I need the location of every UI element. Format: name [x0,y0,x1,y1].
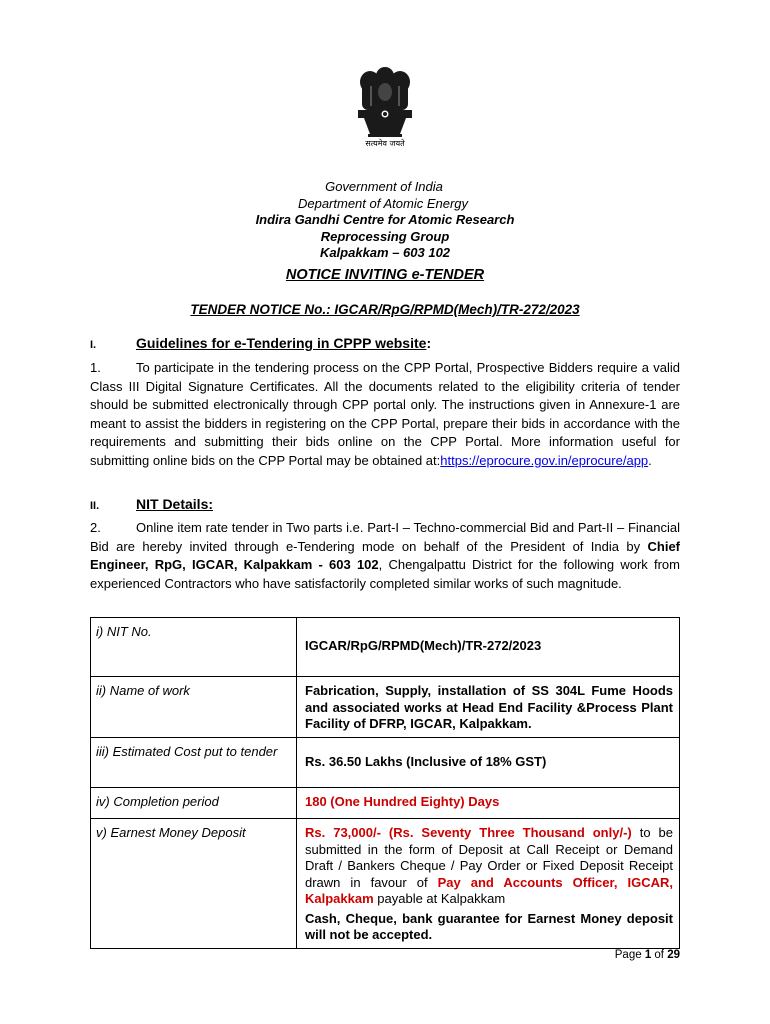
emd-amount: Rs. 73,000/- (Rs. Seventy Three Thousand only/-) [305,825,632,840]
paragraph-1-number: 1. [90,360,101,375]
section-2-heading [90,496,213,512]
emd-note: Cash, Cheque, bank guarantee for Earnest Money deposit will not be accepted. [305,910,673,942]
paragraph-1-end: . [648,452,652,468]
estimated-cost-value: Rs. 36.50 Lakhs (Inclusive of 18% GST) [297,738,680,788]
document-header [0,179,770,262]
completion-period-label: iv) Completion period [91,788,297,819]
table-row [91,618,680,677]
header-department: Department of Atomic Energy [297,195,469,211]
section-2-title: NIT Details: [136,496,214,512]
page-number [600,949,680,961]
tender-notice-number: TENDER NOTICE No.: IGCAR/RpG/RPMD(Mech)/TR-272/2023 [190,302,580,317]
header-government: Government of India [325,179,443,194]
nit-no-label: i) NIT No. [91,618,297,677]
notice-title: NOTICE INVITING e-TENDER [285,267,485,283]
emd-text-end: payable at Kalpakkam [373,891,506,906]
emd-text-start: to be submitted in the form of Deposit at Call Receipt or Demand Draft / Bankers Cheque / Pay Order or Fixed Deposit Receipt drawn in favour of [305,825,673,890]
section-2-number: II. [90,500,100,512]
table-row [91,738,680,788]
paragraph-1-text: To participate in the tendering process on the CPP Portal, Prospective Bidders require a valid Class III Digital Signature Certificates. All the documents related to the eligibility criteria of tender should be submitted electronically through CPP portal only. The instructions given in Annexure-1 are meant to assist the bidders in registering on the CPP Portal, prepare their bids in accordance with the requirements and submitting their bids online on the CPP Portal. More information useful for submitting online bids on the CPP Portal may be obtained at: [90,360,680,468]
table-row [91,677,680,738]
name-of-work-label: ii) Name of work [91,677,297,738]
total-pages: 29 [667,949,680,961]
paragraph-2-authority: Chief Engineer, RpG, IGCAR, Kalpakkam - 603 102 [90,538,680,572]
paragraph-2-number: 2. [90,520,101,535]
table-row [91,788,680,819]
cpp-portal-link[interactable]: https://eprocure.gov.in/eprocure/app [440,452,649,468]
header-centre: Indira Gandhi Centre for Atomic Research [255,212,515,227]
header-location: Kalpakkam – 603 102 [319,245,451,260]
paragraph-2-text-end: , Chengalpattu District for the following work from experienced Contractors who have satisfactorily completed similar works of such magnitude. [90,557,680,591]
completion-period-text: 180 (One Hundred Eighty) Days [305,794,500,809]
header-group: Reprocessing Group [320,228,450,244]
paragraph-2-text-start: Online item rate tender in Two parts i.e. Part-I – Techno-commercial Bid and Part-II – Financial Bid are hereby invited through e-Tendering mode on behalf of the President of India by [90,520,680,554]
completion-period-value [297,788,680,819]
estimated-cost-label: iii) Estimated Cost put to tender [91,738,297,788]
nit-no-value: IGCAR/RpG/RPMD(Mech)/TR-272/2023 [297,618,680,677]
emblem-motto: सत्यमेव जयते [365,139,405,148]
emd-value [297,819,680,949]
current-page: 1 [644,949,652,961]
name-of-work-value: Fabrication, Supply, installation of SS 304L Fume Hoods and associated works at Head End Facility &Process Plant Facility of DFRP, IGCAR, Kalpakkam. [297,677,680,738]
section-2-paragraph [90,519,680,593]
page-mid: of [651,949,668,961]
section-1-paragraph [90,359,680,470]
table-row [91,819,680,949]
ashoka-emblem-icon [340,62,430,154]
section-1-colon: : [426,335,432,351]
emd-label: v) Earnest Money Deposit [91,819,297,949]
section-1-title: Guidelines for e-Tendering in CPPP website [136,335,427,351]
page-prefix: Page [614,949,645,961]
section-1-number: I. [90,339,97,351]
emd-payee: Pay and Accounts Officer, IGCAR, Kalpakkam [305,874,673,906]
section-1-heading [90,335,431,351]
nit-details-table [90,617,680,949]
